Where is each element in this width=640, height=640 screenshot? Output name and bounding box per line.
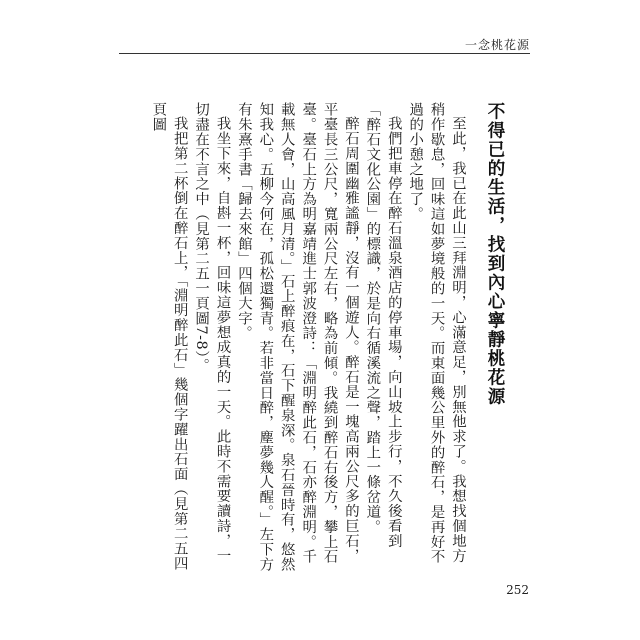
- paragraph-5: 我把第二杯倒在醉石上，「淵明醉此石」幾個字躍出石面（見第二五四頁圖: [150, 102, 188, 572]
- paragraph-2: 我們把車停在醉石溫泉酒店的停車場，向山坡上步行，不久後看到「醉石文化公園」的標識，於是向右循溪流之聲，踏上一條岔道。: [364, 102, 402, 549]
- vertical-text-block: [147, 102, 508, 576]
- running-header: [119, 36, 530, 56]
- header-rule: [119, 53, 530, 54]
- paragraph-1: 至此，我已在此山三拜淵明，心滿意足，別無他求了。我想找個地方稍作歇息，回味這如夢境般的一天。而東面幾公里外的醉石，是再好不過的小憩之地了。: [407, 102, 466, 564]
- section-heading: 不得已的生活，找到內心寧靜桃花源: [485, 102, 505, 406]
- paragraph-3: 醉石周圍幽雅謐靜，沒有一個遊人。醉石是一塊高兩公尺多的巨石，平臺長三公尺，寬兩公尺左右，略為前傾。我繞到醉石右後方，攀上石臺。臺石上方為明嘉靖進士郭波澄詩：「淵明醉此石，石亦醉淵明。千載無人會，山高風月清。」石上醉痕在，石下醒泉深。泉石晉時有，悠然知我心。五柳今何在，孤松還獨青。若非當日醉，塵夢幾人醒。」左下方有朱熹手書「歸去來館」四個大字。: [235, 102, 359, 572]
- paragraph-4: 我坐下來，自斟一杯，回味這夢想成真的一天。此時不需要讀詩，一切盡在不言之中（見第二五一頁圖7-8）。: [193, 102, 231, 564]
- running-header-title: 一念桃花源: [464, 38, 530, 52]
- page-number: 252: [506, 583, 529, 597]
